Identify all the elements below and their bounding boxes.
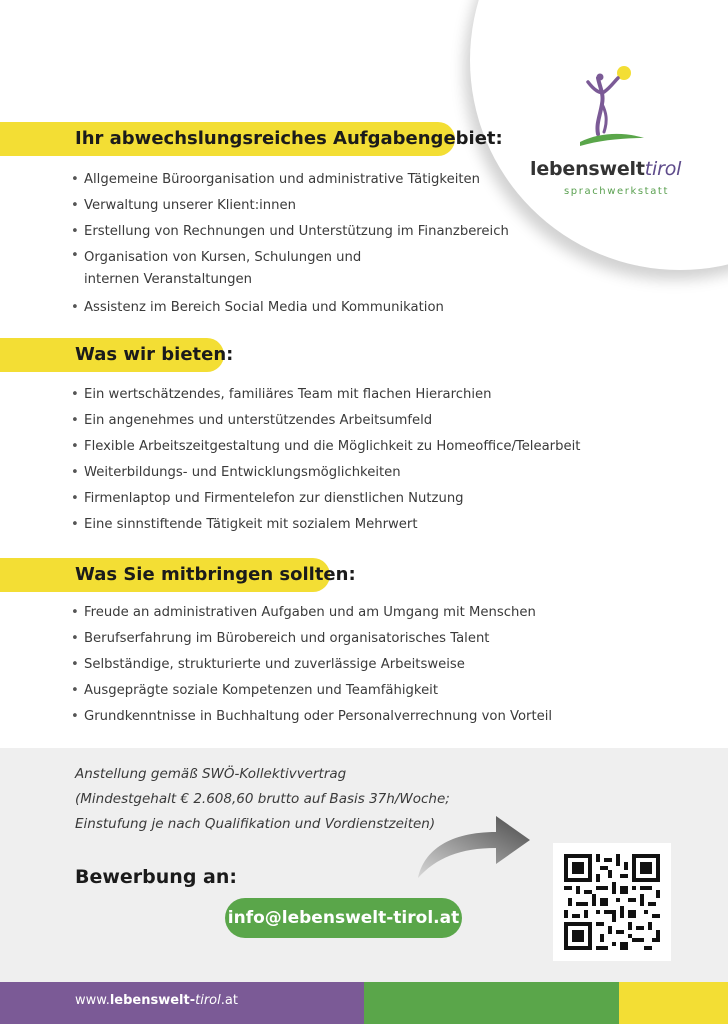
terms-line: Einstufung je nach Qualifikation und Vordienstzeiten) <box>75 816 436 832</box>
curved-arrow-icon <box>410 808 535 880</box>
logo-name-bold: lebenswelt <box>530 158 645 180</box>
url-italic: tirol <box>195 993 221 1008</box>
list-item: • Firmenlaptop und Firmentelefon zur dienstlichen Nutzung <box>70 486 630 512</box>
logo-subtitle: sprachwerkstatt <box>564 186 669 197</box>
employment-terms <box>75 762 450 837</box>
list-item: • Berufserfahrung im Bürobereich und organisatorisches Talent <box>70 626 630 652</box>
section-title: Was Sie mitbringen sollten: <box>75 564 356 585</box>
task-list <box>70 167 590 321</box>
section-header-tasks <box>0 122 503 156</box>
url-prefix: www. <box>75 993 110 1008</box>
section-header-offer <box>0 338 234 372</box>
list-item: • Verwaltung unserer Klient:innen <box>70 193 590 219</box>
list-item: • Allgemeine Büroorganisation und administrative Tätigkeiten <box>70 167 590 193</box>
section-title: Was wir bieten: <box>75 344 234 365</box>
list-item: • Ein angenehmes und unterstützendes Arbeitsumfeld <box>70 408 630 434</box>
footer <box>0 982 728 1024</box>
section-title: Ihr abwechslungsreiches Aufgabengebiet: <box>75 128 503 149</box>
section-header-requirements <box>0 558 356 592</box>
url-suffix: .at <box>220 993 238 1008</box>
list-item: • Freude an administrativen Aufgaben und am Umgang mit Menschen <box>70 600 630 626</box>
qr-code[interactable] <box>553 843 671 961</box>
list-item: • Selbständige, strukturierte und zuverlässige Arbeitsweise <box>70 652 630 678</box>
list-item: • Erstellung von Rechnungen und Unterstützung im Finanzbereich <box>70 219 590 245</box>
footer-green-band <box>364 982 619 1024</box>
list-item: • Weiterbildungs- und Entwicklungsmöglichkeiten <box>70 460 630 486</box>
list-item: • Eine sinnstiftende Tätigkeit mit sozialem Mehrwert <box>70 512 630 538</box>
terms-line: Anstellung gemäß SWÖ-Kollektivvertrag <box>75 766 347 782</box>
logo-figure-icon <box>580 60 644 150</box>
terms-line: (Mindestgehalt € 2.608,60 brutto auf Basis 37h/Woche; <box>75 791 450 807</box>
offer-list <box>70 382 630 538</box>
website-link[interactable] <box>75 993 238 1008</box>
list-item: • Ein wertschätzendes, familiäres Team mit flachen Hierarchien <box>70 382 630 408</box>
footer-yellow-band <box>619 982 728 1024</box>
qr-code-icon <box>564 854 660 950</box>
list-item: • Organisation von Kursen, Schulungen und internen Veranstaltungen <box>70 245 404 295</box>
list-item: • Flexible Arbeitszeitgestaltung und die Möglichkeit zu Homeoffice/Telearbeit <box>70 434 630 460</box>
list-item: • Grundkenntnisse in Buchhaltung oder Personalverrechnung von Vorteil <box>70 704 630 730</box>
list-item: • Assistenz im Bereich Social Media und Kommunikation <box>70 295 590 321</box>
apply-label: Bewerbung an: <box>75 866 237 888</box>
logo-name-italic: tirol <box>644 158 682 180</box>
requirements-list <box>70 600 630 730</box>
email-button[interactable]: info@lebenswelt-tirol.at <box>225 898 462 938</box>
list-item: • Ausgeprägte soziale Kompetenzen und Teamfähigkeit <box>70 678 630 704</box>
url-bold: lebenswelt- <box>109 993 196 1008</box>
